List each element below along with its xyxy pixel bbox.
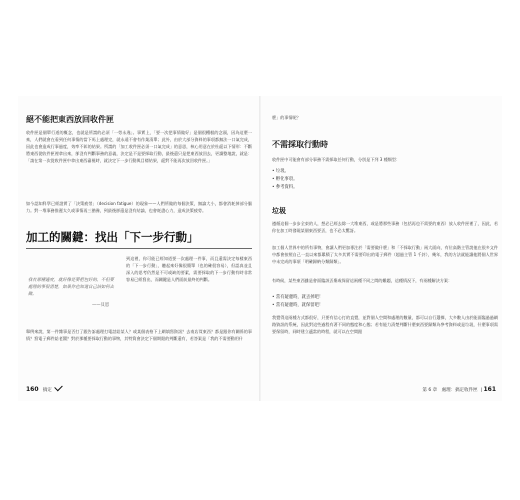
list-item: • 孵化事項。 xyxy=(272,177,298,182)
body-paragraph: 收件匣中可能會有部分事務不需採取任何行動，分別是下列 3 種類型： xyxy=(272,157,401,162)
section-heading: 不需採取行動時 xyxy=(272,140,328,149)
list-item: • 參考資料。 xyxy=(272,185,298,190)
list-item: • 當有疑慮時，就丟掉吧！ xyxy=(272,295,324,300)
body-paragraph: 有時候，某些東西雖是會面臨該丟棄或保留這兩種不同之間的難題，這種情況下，有兩種解決方案： xyxy=(272,278,453,283)
body-paragraph: 我覺得這兩種方式都很好，只要有信心打的直覺，並對個人空間和處理的數量，都可以自行選擇，大多數人由於能面臨過過網路資訊的系統，因此對這些過程有著不同的態度和心態；若有能力清楚判斷什麼東西要歸類為參考資料或是垃圾，什麼事項需要保留時，同時建立適當的時程，就可以在空間跟 xyxy=(272,315,498,334)
body-paragraph: 遵循這個一步步全束的人，想必已經去除一大堆東西，或是將那些事務（包括再也不需要的東西）放入收件匣裡了，因此，若你在加工時發現某個東西要丟，也不必太驚訝。 xyxy=(272,221,498,233)
book-spread xyxy=(18,96,502,401)
running-head: 第 6 章 處理：搞定收件匣 xyxy=(422,388,478,393)
checkmark-icon xyxy=(55,383,63,391)
body-paragraph: 到這裡，你可能已經知道要一次處理一件事，而且還需決定每樣東西的「下一步行動」，聽起來好像很簡單（也的確很容易），但認真並且深入的思考仍然是不可或缺的要素，需要採取的下一步行動有時非常容易已經寫出，而關鍵是人們面前最終的判斷。 xyxy=(126,256,252,282)
book-gutter xyxy=(259,96,261,401)
page-number: 160 xyxy=(26,386,39,393)
body-paragraph: 麼」的事情呢？ xyxy=(272,115,301,120)
quote-attribution: ——貝恩 xyxy=(92,303,110,308)
list-item: • 當有疑慮時，就保留吧！ xyxy=(272,303,324,308)
body-paragraph: 舉例來說，第一件雜事是否打了跟告訴處理打電話給某人？或某個表格下上網填寫資訊？去南店買東西？都是跟你有關係的事情？寫電子郵件給老闆？對於那種要採取行動的事物，其特質會決定下個期限的判斷還有，若答案是「我的不需要動用什 xyxy=(26,329,252,341)
right-page xyxy=(264,96,502,401)
body-paragraph: 加工個人世界中的所有事物，會讓人們更加專注於「需要做什麼」和「不採取行動」兩大面向，有位高階主管說他在很多文件中都會按照自己一直以來都累積了太多其實不需要印出的電子郵件（超過主管 1 千封），幾年，我的方法就能讓他將個人世界中未完成的事項「明確歸納分類歸類」。 xyxy=(272,245,498,264)
list-item: • 垃圾。 xyxy=(272,169,289,174)
page-number: 161 xyxy=(483,386,496,393)
page-footer xyxy=(26,386,62,393)
subsection-heading: 垃圾 xyxy=(272,207,286,215)
chapter-subheading: 加工的關鍵：找出「下一步行動」 xyxy=(26,230,199,244)
heading-rule xyxy=(26,248,252,249)
body-paragraph: 收件匣是個單行道的概念，也就是所謂的必須「一勞永逸」。事實上，「要一次把事情做好」是個很糟糕的念頭，因為這麼一來，人們就會在看到任何事情的當下馬上處理完，就永遠不會有作業清單；此外，由於大部分資料的事項都無法一口氣完成，因此也會造成行事過度，效率不彰的結果。所謂的「加工收件匣必須一口氣完成」的意思，核心用意在於杜絕以下情形：不斷將東西從收件匣裡拿出來，卻沒有判斷事務的意義，決定是不是要採取行動，最後還只是把東西放回去，更讀整地說，就是：「請在第一次從收件匣中拿出東西審視時，就決定下一步行動與目標結果，絕對不能再次放回收件匣。」 xyxy=(26,130,252,163)
pull-quote: 我有那種適度，就好像是要把包好的，不但要處理的事很清楚，如果你也知道自己該如何去做。 xyxy=(28,278,114,297)
section-heading: 絕不能把東西放回收件匣 xyxy=(26,115,114,124)
body-paragraph: 如今認知科學已經證實了「決策疲勞」（decision fatigue）的現象——人們所做的每個決策，無論大小，都會消耗掉部分腦力。對一堆事務推遲太久或事情再三猶豫，到最後卻還是沒有結論，也會耗盡心力，造成決策疲勞。 xyxy=(26,201,252,213)
running-head: 搞定 xyxy=(42,388,52,393)
page-footer: 第 6 章 處理：搞定收件匣 | 161 xyxy=(422,386,496,393)
left-page xyxy=(18,96,256,401)
